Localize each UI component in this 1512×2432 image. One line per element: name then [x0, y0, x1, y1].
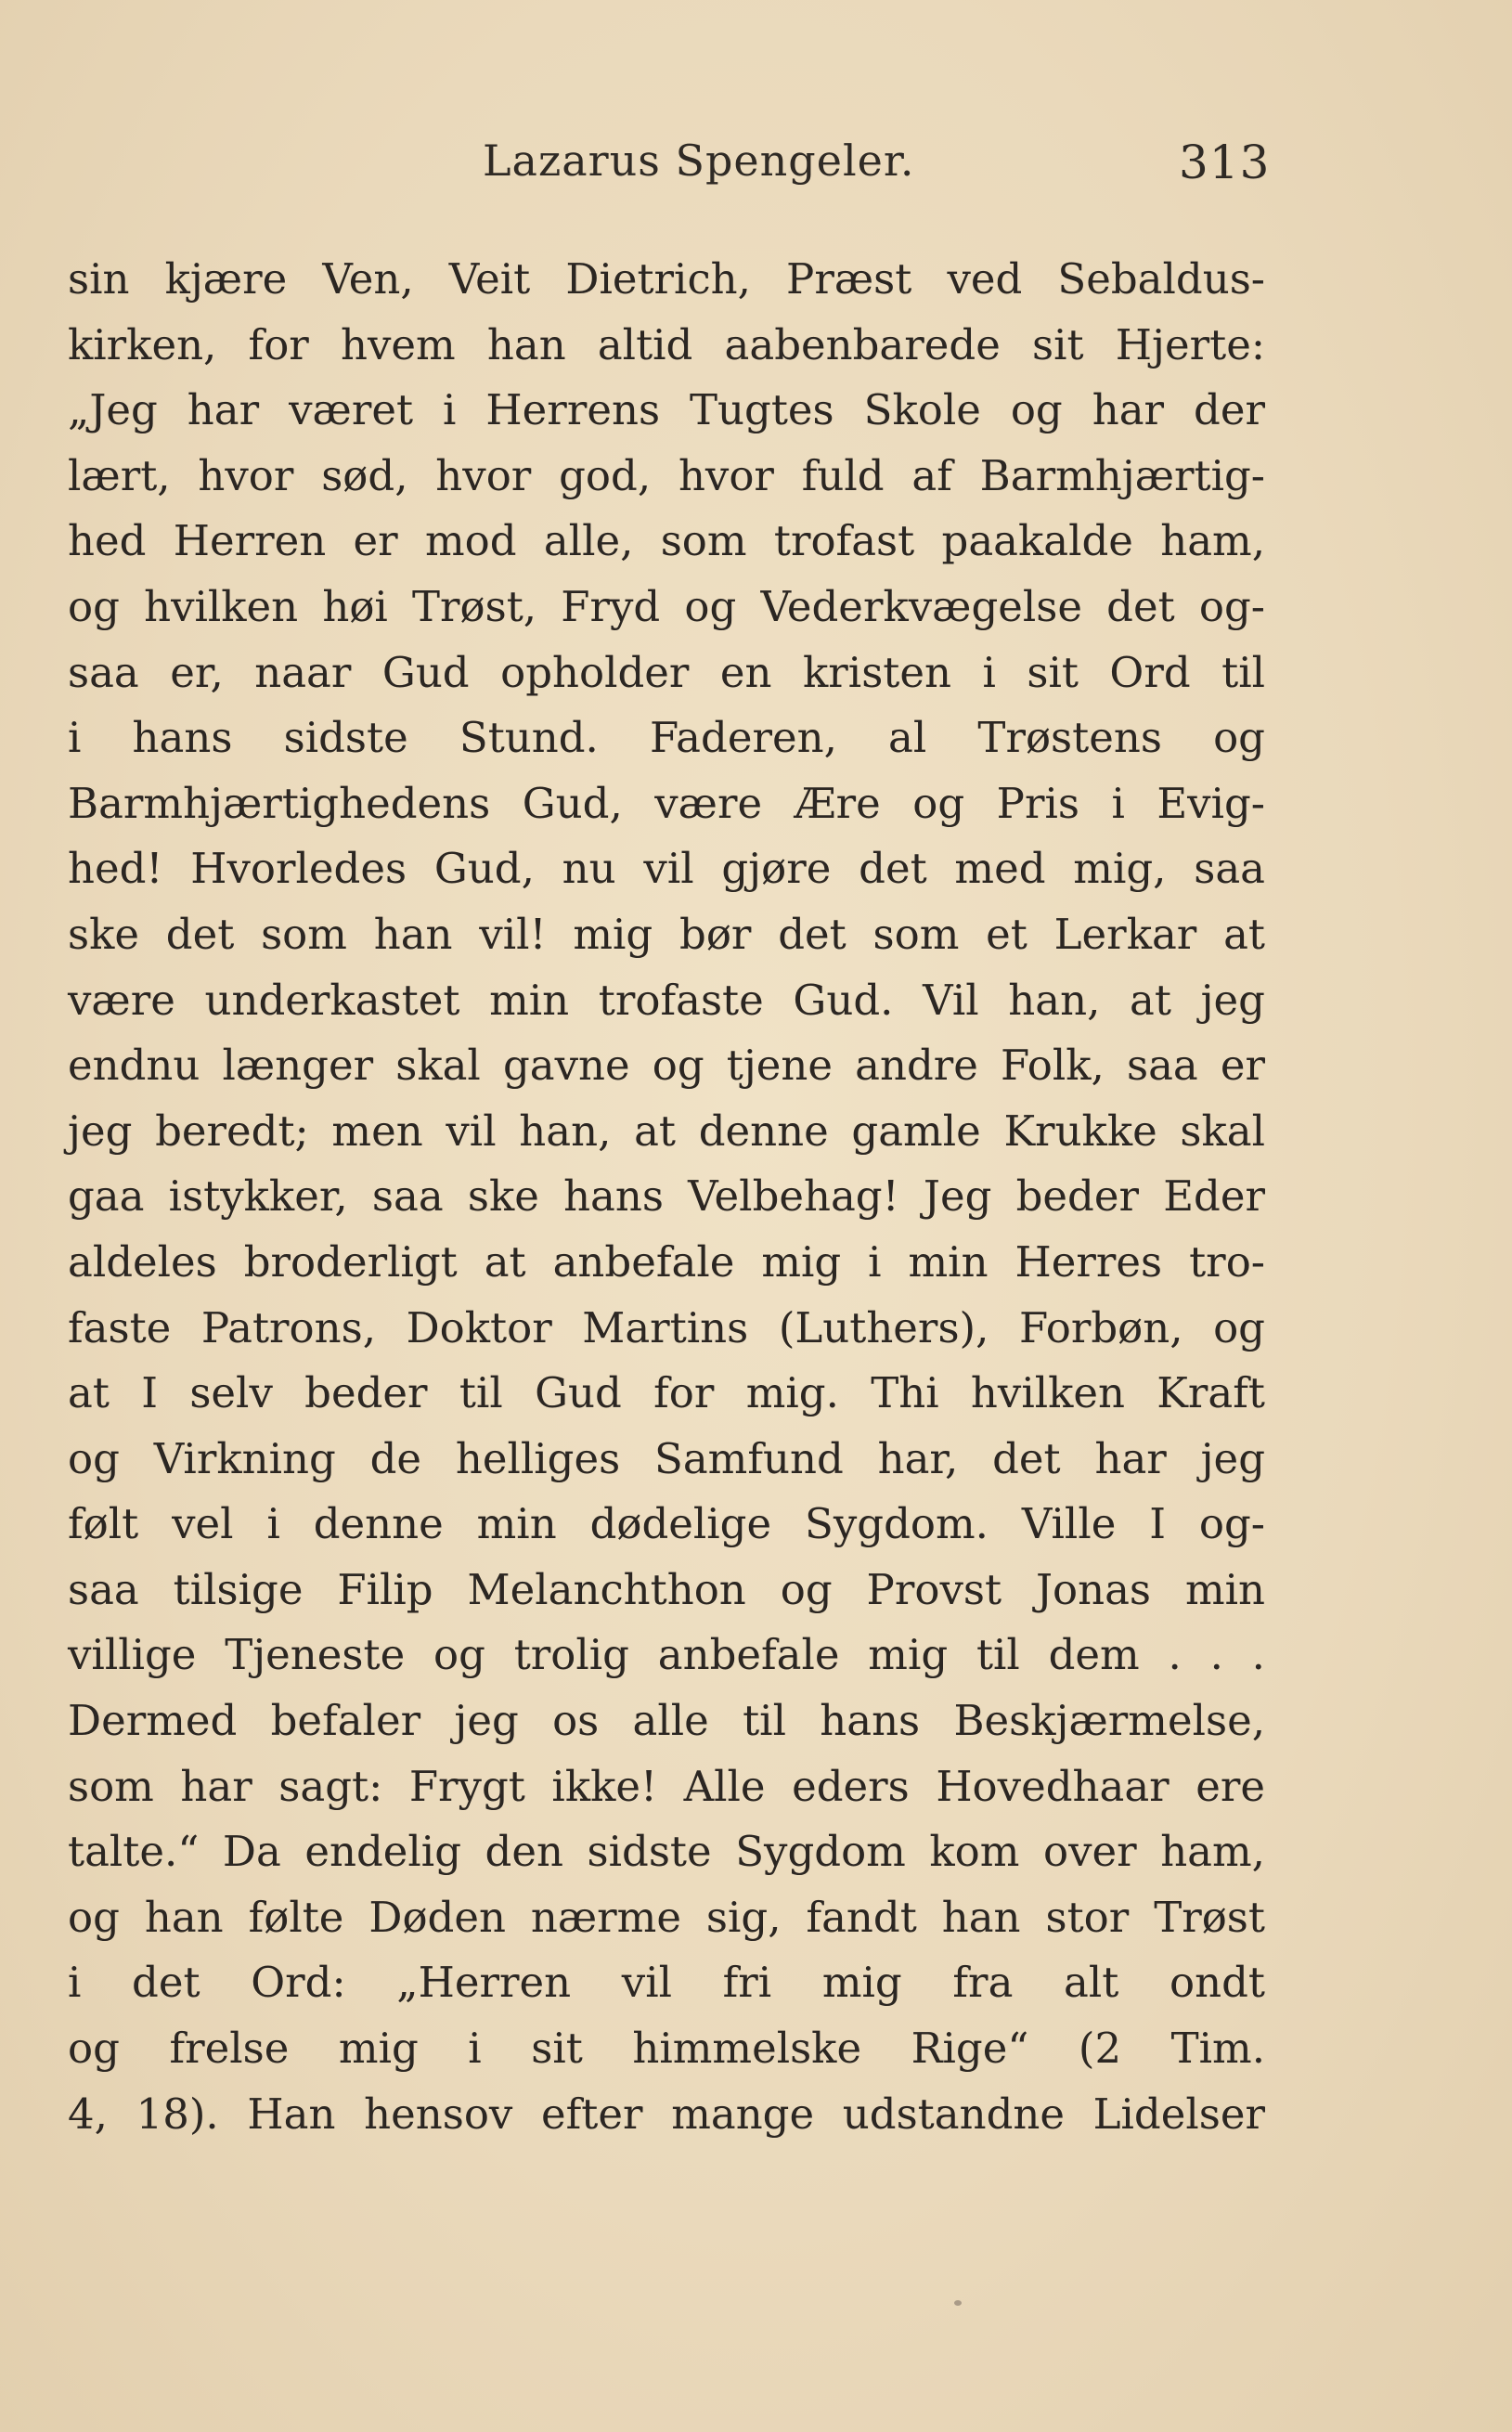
- text-line: følt vel i denne min dødelige Sygdom. Ville I og-: [68, 1499, 1265, 1549]
- text-line: lært, hvor sød, hvor god, hvor fuld af Barmhjærtig-: [68, 450, 1265, 500]
- text-line: og frelse mig i sit himmelske Rige“ (2 Tim.: [68, 2024, 1265, 2074]
- body-text: [68, 247, 1265, 2147]
- text-line: gaa istykker, saa ske hans Velbehag! Jeg beder Eder: [68, 1171, 1265, 1222]
- running-title: Lazarus Spengeler.: [483, 136, 915, 186]
- text-line: endnu længer skal gavne og tjene andre Folk, saa er: [68, 1041, 1265, 1091]
- text-line: og hvilken høi Trøst, Fryd og Vederkvægelse det og-: [68, 581, 1265, 631]
- text-line: kirken, for hvem han altid aabenbarede sit Hjerte:: [68, 319, 1265, 369]
- text-line: villige Tjeneste og trolig anbefale mig til dem . . .: [68, 1630, 1265, 1680]
- text-line: og han følte Døden nærme sig, fandt han stor Trøst: [68, 1892, 1265, 1942]
- text-line: i det Ord: „Herren vil fri mig fra alt ondt: [68, 1958, 1265, 2008]
- text-line: hed! Hvorledes Gud, nu vil gjøre det med mig, saa: [68, 844, 1265, 894]
- text-line: „Jeg har været i Herrens Tugtes Skole og har der: [68, 385, 1265, 435]
- text-line: i hans sidste Stund. Faderen, al Trøstens og: [68, 713, 1265, 763]
- text-line: at I selv beder til Gud for mig. Thi hvilken Kraft: [68, 1368, 1265, 1418]
- text-line: ske det som han vil! mig bør det som et Lerkar at: [68, 909, 1265, 959]
- text-line: aldeles broderligt at anbefale mig i min Herres tro-: [68, 1236, 1265, 1287]
- text-line: være underkastet min trofaste Gud. Vil han, at jeg: [68, 975, 1265, 1025]
- text-line: sin kjære Ven, Veit Dietrich, Præst ved Sebaldus-: [68, 254, 1265, 304]
- text-line: talte.“ Da endelig den sidste Sygdom kom over ham,: [68, 1827, 1265, 1877]
- text-line: 4, 18). Han hensov efter mange udstandne Lidelser: [68, 2089, 1265, 2139]
- text-line: saa er, naar Gud opholder en kristen i sit Ord til: [68, 647, 1265, 697]
- paper-spot: [954, 2300, 962, 2306]
- text-line: faste Patrons, Doktor Martins (Luthers), Forbøn, og: [68, 1302, 1265, 1352]
- text-line: hed Herren er mod alle, som trofast paakalde ham,: [68, 516, 1265, 566]
- text-line: saa tilsige Filip Melanchthon og Provst Jonas min: [68, 1564, 1265, 1614]
- text-line: jeg beredt; men vil han, at denne gamle Krukke skal: [68, 1106, 1265, 1156]
- text-line: Dermed befaler jeg os alle til hans Beskjærmelse,: [68, 1696, 1265, 1746]
- running-head: [65, 128, 1272, 193]
- page-number: 313: [1179, 136, 1271, 189]
- text-line: som har sagt: Frygt ikke! Alle eders Hovedhaar ere: [68, 1761, 1265, 1811]
- text-line: og Virkning de helliges Samfund har, det har jeg: [68, 1433, 1265, 1483]
- text-line: Barmhjærtighedens Gud, være Ære og Pris i Evig-: [68, 778, 1265, 828]
